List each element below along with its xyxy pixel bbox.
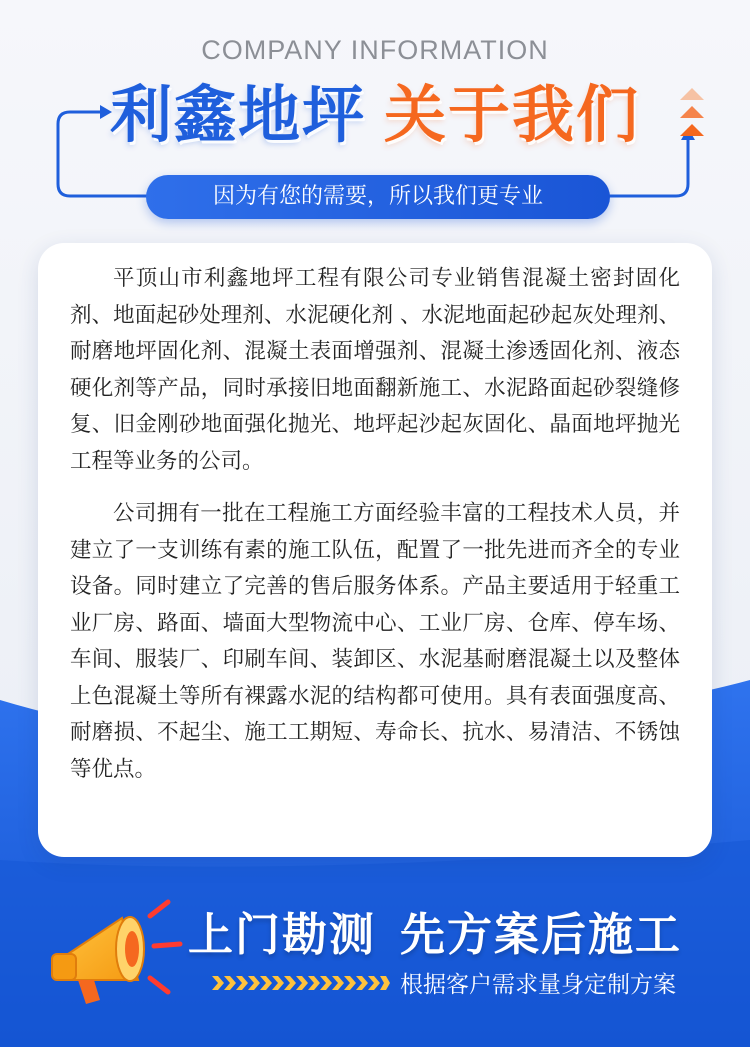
double-chevron-right-icon: [212, 974, 390, 992]
service-subline: 根据客户需求量身定制方案: [400, 972, 676, 998]
megaphone-icon: [42, 888, 192, 1008]
section-eyebrow: COMPANY INFORMATION: [201, 35, 549, 65]
headline-onsite-survey: 上门勘测: [188, 908, 377, 961]
page-title: [0, 75, 750, 155]
intro-paragraph: 平顶山市利鑫地坪工程有限公司专业销售混凝土密封固化剂、地面起砂处理剂、水泥硬化剂 、水泥地面起砂起灰处理剂、 耐磨地坪固化剂、混凝土表面增强剂、混凝土渗透固化剂、液态硬化剂等产品，同时承接旧地面翻新施工、水泥路面起砂裂缝修复、旧金刚砂地面强化抛光、地坪起沙起灰固化、晶面地坪抛光工程等业务的公司。: [70, 266, 680, 474]
tagline-pill: 因为有您的需要，所以我们更专业: [146, 175, 610, 219]
headline-plan-first: 先方案后施工: [400, 908, 683, 961]
company-intro-card: [38, 243, 712, 857]
service-headline: [188, 898, 708, 963]
title-company-name: 利鑫地坪: [109, 78, 366, 151]
intro-paragraph: 公司拥有一批在工程施工方面经验丰富的工程技术人员，并建立了一支训练有素的施工队伍，配置了一批先进而齐全的专业设备。同时建立了完善的售后服务体系。产品主要适用于轻重工业厂房、路面、墙面大型物流中心、工业厂房、仓库、停车场、车间、服装厂、印刷车间、装卸区、水泥基耐磨混凝土以及整体上色混凝土等所有裸露水泥的结构都可使用。具有表面强度高、耐磨损、不起尘、施工工期短、寿命长、抗水、易清洁、不锈蚀等优点。: [70, 501, 680, 782]
title-about-us: 关于我们: [384, 78, 641, 151]
